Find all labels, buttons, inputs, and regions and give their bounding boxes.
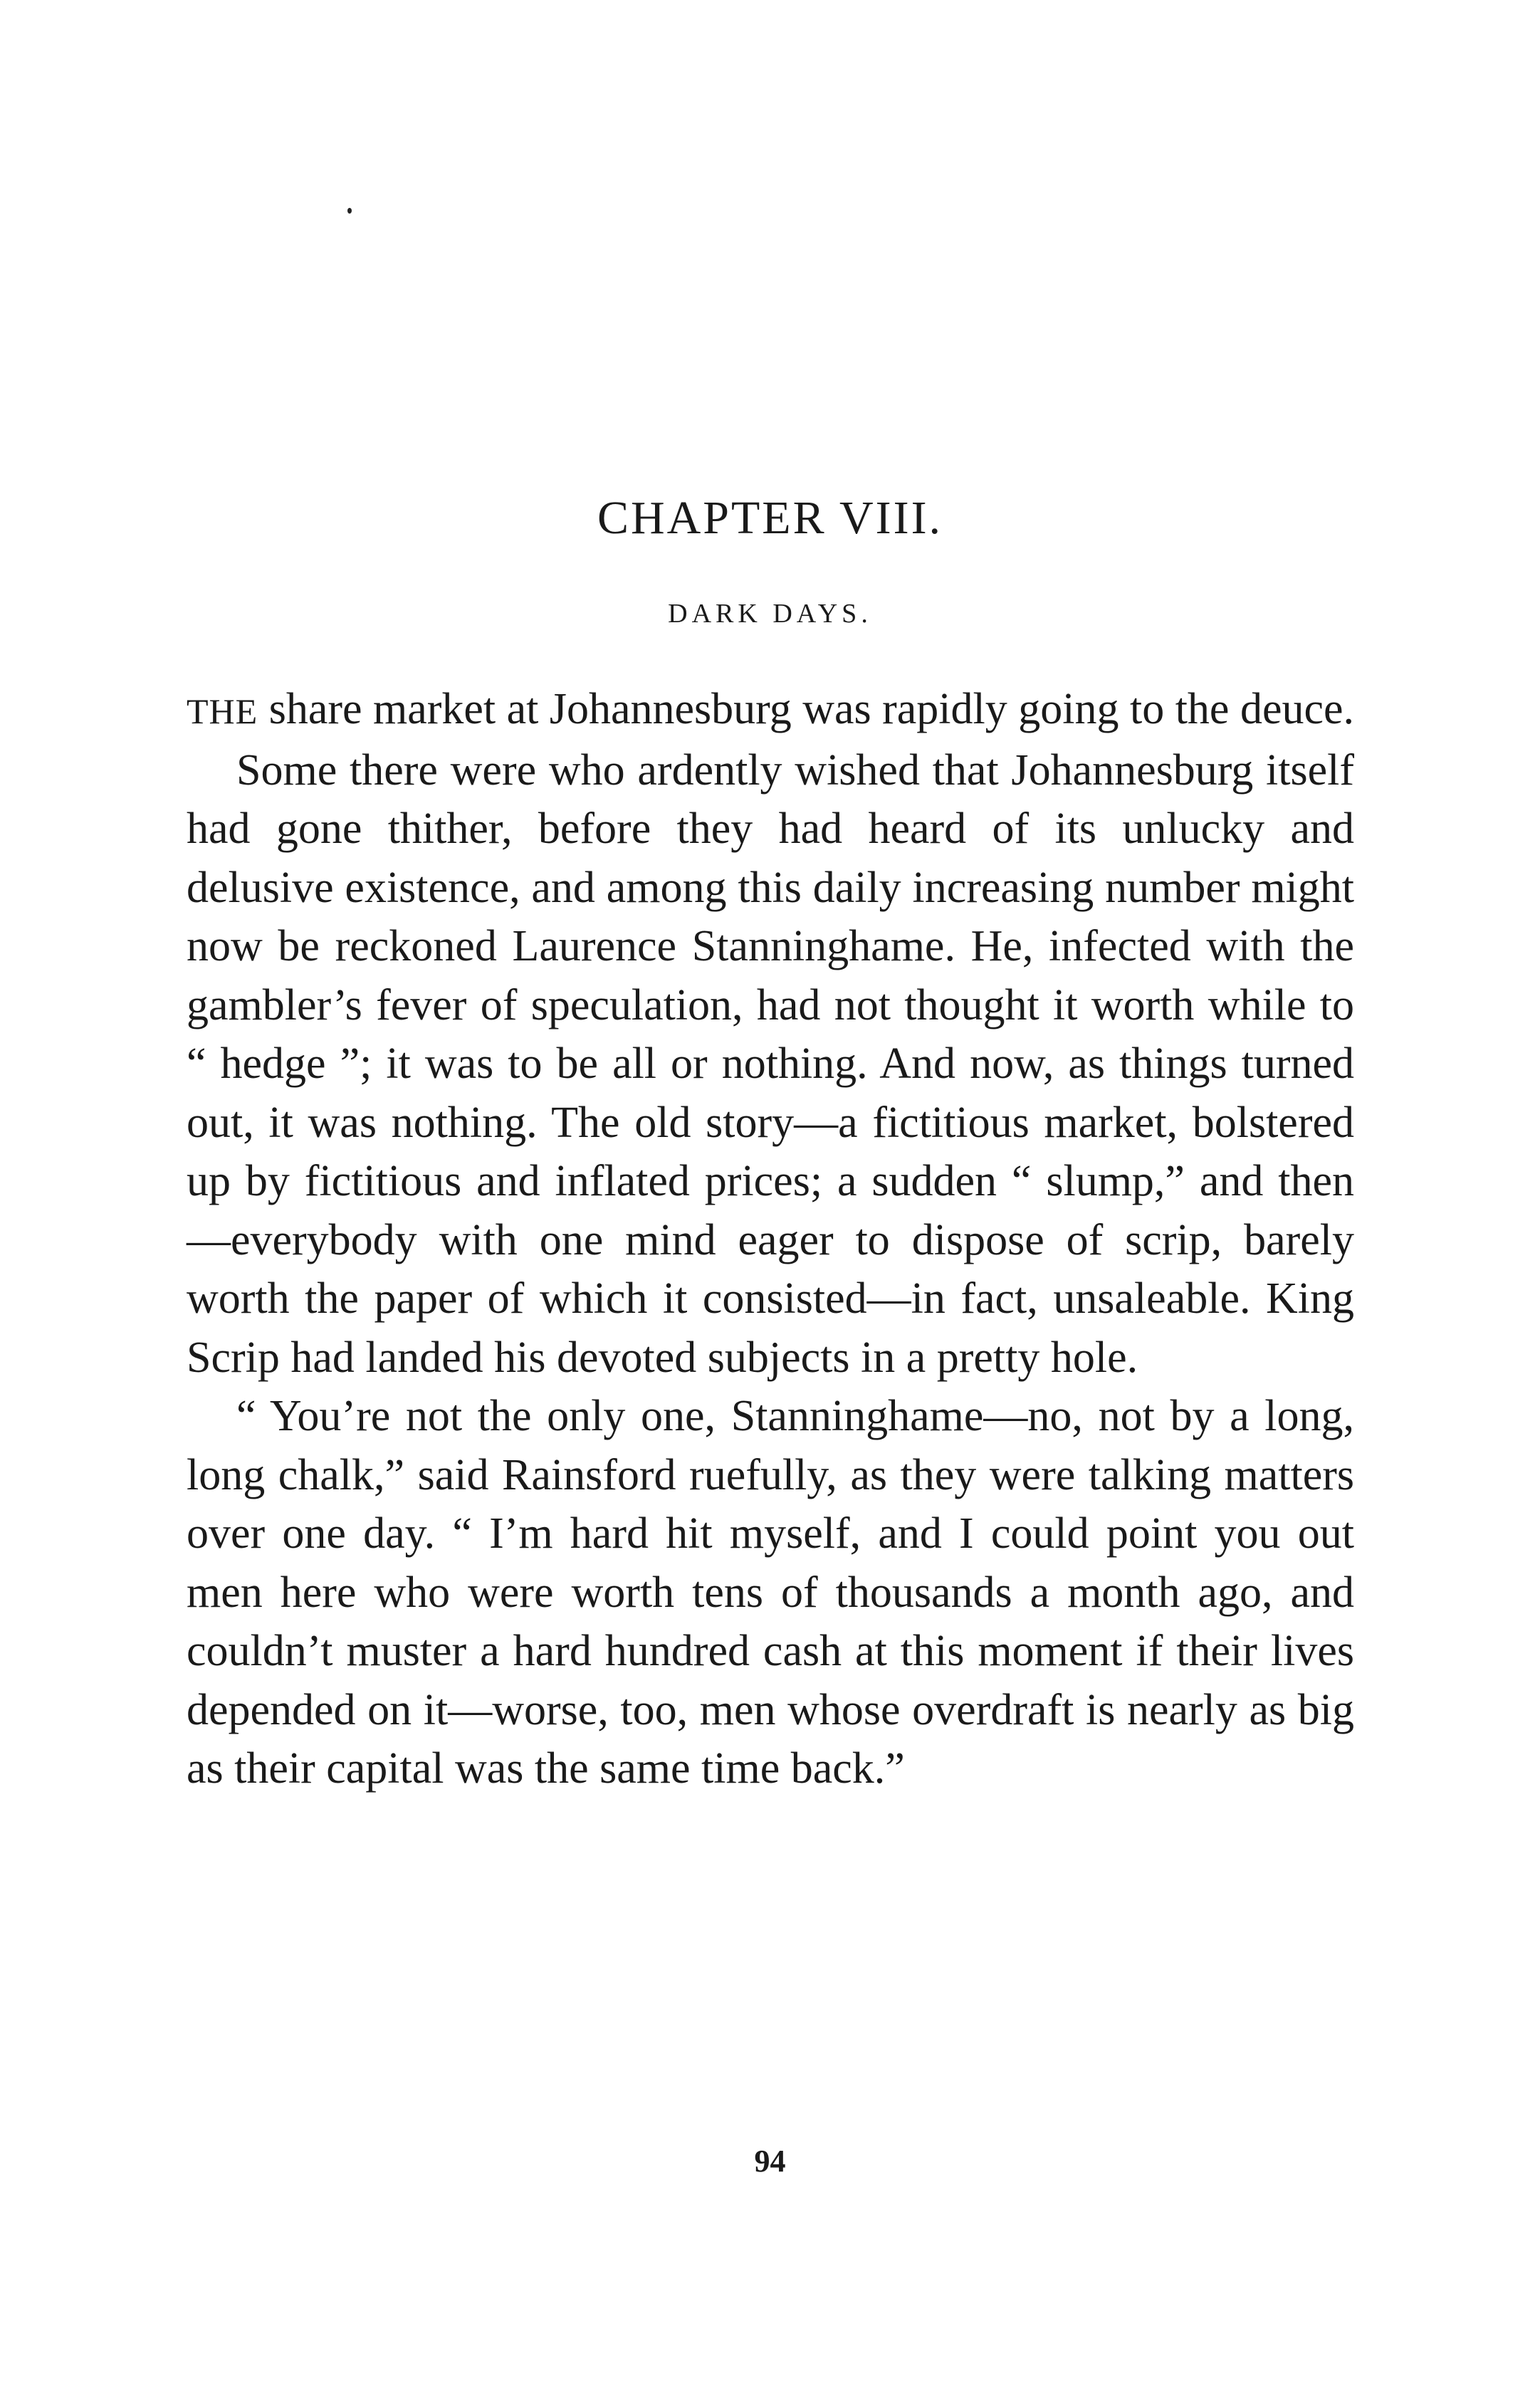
paragraph-lead-word: THE xyxy=(187,691,258,731)
paragraph: Some there were who ardently wished that Johannesburg itself had gone thither, before they had heard of its unlucky and delusive existence, and among this daily increasing number might now be reckoned Laurence Stanninghame. He, infected with the gambler’s fever of speculation, had not thought it worth while to “ hedge ”; it was to be all or nothing. And now, as things turned out, it was nothing. The old story—a fictitious market, bolstered up by fictitious and inflated prices; a sudden “ slump,” and then—everybody with one mind eager to dispose of scrip, barely worth the paper of which it consisted—in fact, unsaleable. King Scrip had landed his devoted subjects in a pretty hole. xyxy=(187,745,1354,1382)
paragraph-text: share market at Johannesburg was rapidly going to the deuce. xyxy=(258,685,1355,733)
paragraph xyxy=(187,680,1354,741)
body-text xyxy=(187,680,1354,1798)
page-number: 94 xyxy=(754,2144,786,2179)
chapter-title: CHAPTER VIII. xyxy=(597,492,943,544)
paragraph: “ You’re not the only one, Stanninghame—no, not by a long, long chalk,” said Rainsford ruefully, as they were talking matters over one day. “ I’m hard hit myself, and I could point you out men here who were worth tens of thousands a month ago, and couldn’t muster a hard hundred cash at this moment if their lives depended on it—worse, too, men whose overdraft is nearly as big as their capital was the same time back.” xyxy=(187,1392,1354,1793)
chapter-subtitle: DARK DAYS. xyxy=(668,599,872,629)
ink-speck xyxy=(347,208,352,214)
